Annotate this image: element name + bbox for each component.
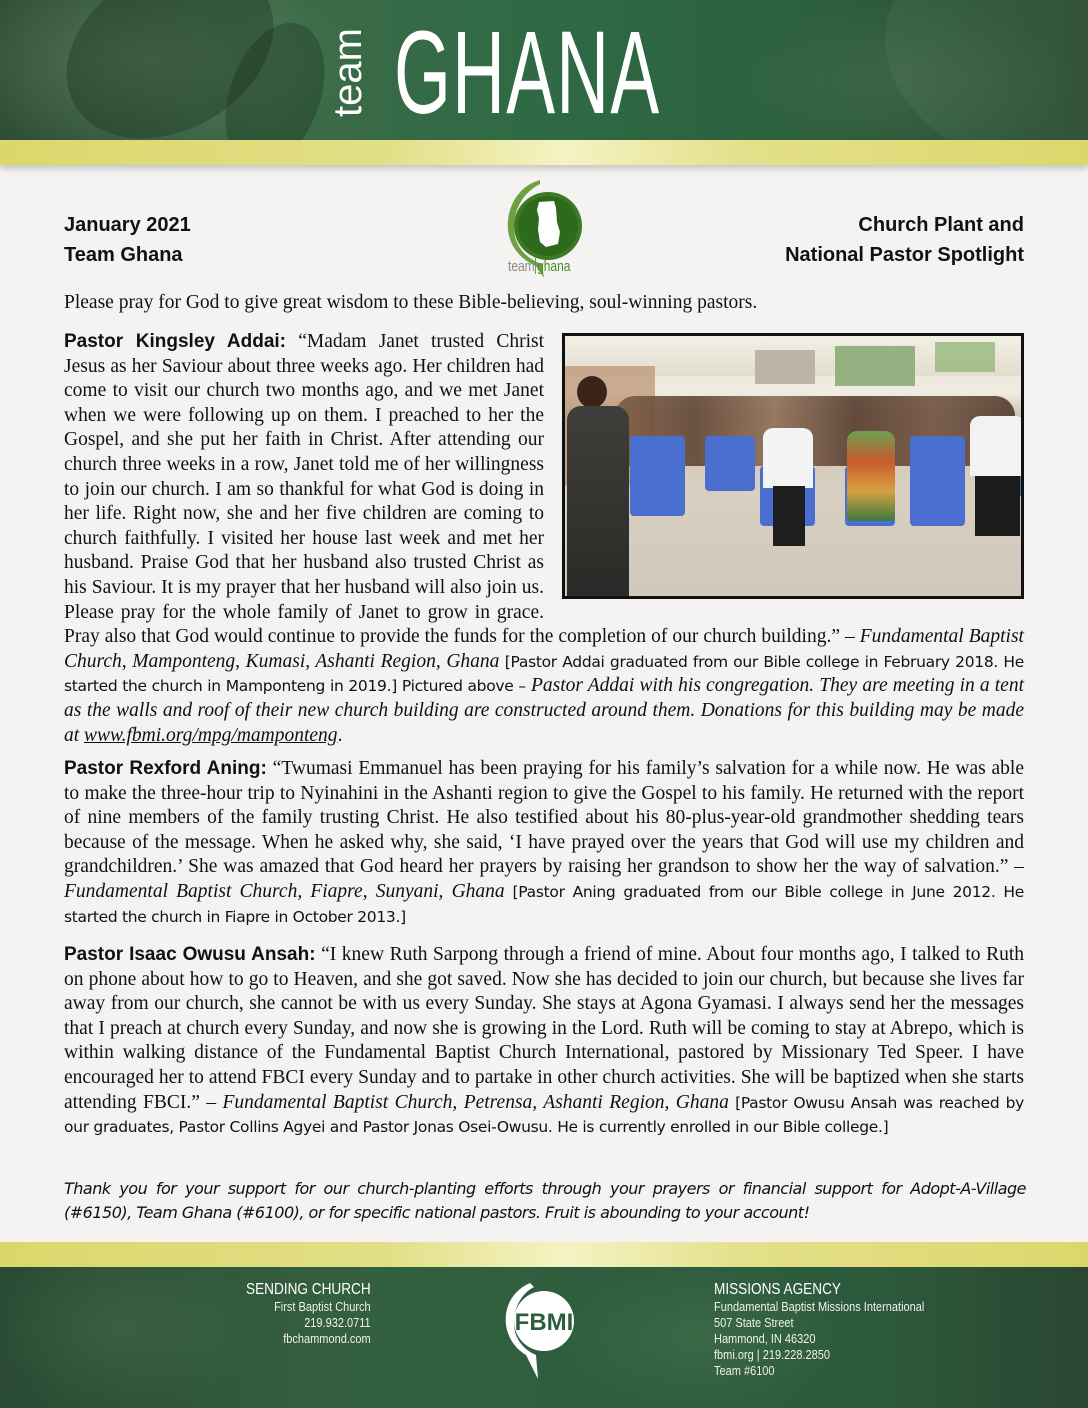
preacher-head [577, 376, 607, 408]
intro-text: Please pray for God to give great wisdom to these Bible-believing, soul-winning pastors. [64, 292, 758, 313]
pastor-note: [Pastor Aning graduated from our Bible college in June 2012. He started the church in Fiapre in October 2013.] [64, 882, 1024, 926]
blue-chair [630, 436, 685, 516]
agency-contact: fbmi.org | 219.228.2850 [714, 1348, 830, 1362]
newsletter-date: January 2021 [64, 214, 191, 236]
pastor-name: Pastor Kingsley Addai: [64, 331, 287, 352]
header-banner [0, 0, 1088, 140]
agency-name: Fundamental Baptist Missions International [714, 1300, 925, 1314]
pastor-spotlight [64, 330, 1024, 748]
missions-agency-block [714, 1281, 953, 1379]
blue-chair [910, 436, 965, 526]
man-white-polo [970, 416, 1024, 476]
pastor-name: Pastor Isaac Owusu Ansah: [64, 944, 316, 965]
fbmi-logo-text: FBMI [514, 1309, 574, 1336]
preacher-suit [567, 406, 629, 596]
pastor-spotlight [64, 757, 1024, 929]
church-name: Fundamental Baptist Church, Fiapre, Sunyani, Ghana [64, 880, 505, 902]
church-name: Fundamental Baptist Church, Petrensa, Ashanti Region, Ghana [222, 1091, 729, 1113]
logo-caption [508, 258, 570, 275]
pastor-note: [Pastor Owusu Ansah was reached by our graduates, Pastor Collins Agyei and Pastor Jonas Osei-Owusu. He is currently enrolled in our Bible college.] [64, 1093, 1024, 1137]
blue-chair [705, 436, 755, 491]
building [755, 350, 815, 384]
agency-street: 507 State Street [714, 1316, 794, 1330]
trees [935, 342, 995, 372]
missions-agency-title: MISSIONS AGENCY [714, 1281, 841, 1298]
sending-church-name: First Baptist Church [274, 1300, 371, 1314]
man-dark-trousers [975, 476, 1020, 536]
donation-link[interactable]: www.fbmi.org/mpg/mamponteng [84, 724, 338, 746]
pastor-quote: “Madam Janet trusted Christ Jesus as her Saviour about three weeks ago. Her children had come to visit our church two months ago, and we met Janet when we were following up on them. I preached to her the Gospel, and she put her faith in Christ. After attending our church three weeks in a row, Janet told me of her willingness to join our church. I am so thankful for what God is doing in her life. Right now, she and her five children are coming to church faithfully. I visited her house last week and met her husband. Praise God that her husband also trusted Christ as his Saviour. It is my prayer that her husband will also join us. Please pray for the whole family of Janet to grow in grace. Pray also that God would continue to provide the funds for the completion of our church building.” – [64, 331, 860, 648]
pastor-quote: “Twumasi Emmanuel has been praying for his family’s salvation for a while now. He was able to make the three-hour trip to Nyinahini in the Ashanti region to give the Gospel to his family. He returned with the report of nine members of the family trusting Christ. He also testified about his 80-plus-year-old grandmother shedding tears because of the message. When he asked why, she said, ‘I have prayed over the years that God will use my children and grandchildren.’ She was amazed that God heard her prayers by raising her grandson to show her the way of salvation.” – [64, 758, 1024, 878]
agency-team-number: Team #6100 [714, 1364, 775, 1378]
man-white-shirt [763, 428, 813, 488]
thank-you-note: Thank you for your support for our church-planting efforts through your prayers or financial support for Adopt-A-Village (#6150), Team Ghana (#6100), or for specific national pastors. Fruit is abounding to your account! [64, 1179, 1026, 1222]
woman-patterned-dress [847, 431, 895, 521]
congregation-photo [562, 333, 1024, 599]
trees [835, 346, 915, 386]
footer [0, 1267, 1088, 1408]
leaf-decoration [850, 0, 1088, 140]
accent-band-bottom [0, 1242, 1088, 1267]
newsletter-title-line2: National Pastor Spotlight [785, 244, 1024, 266]
photo-caption: Pastor Addai with his congregation. They are meeting in a tent as the walls and roof of their new church building are constructed around them. Donations for this building may be made at [64, 675, 1024, 746]
sending-church-block [224, 1281, 371, 1347]
newsletter-title-line1: Church Plant and [858, 214, 1024, 236]
newsletter-team: Team Ghana [64, 244, 183, 266]
man-trousers [773, 486, 805, 546]
pastor-name: Pastor Rexford Aning: [64, 758, 267, 779]
sending-church-phone: 219.932.0711 [304, 1316, 371, 1330]
pastor-spotlight [64, 943, 1024, 1140]
pastor-note: [Pastor Addai graduated from our Bible college in February 2018. He started the church in Mamponteng in 2019.] Pictured above – [64, 652, 1024, 696]
newsletter-title [785, 210, 1024, 270]
caption-end: . [337, 724, 343, 746]
pastor-quote: “I knew Ruth Sarpong through a friend of mine. About four months ago, I talked to Ruth on phone about how to go to Heaven, and she got saved. Now she has decided to join our church, but because she lives far away from our church, she cannot be with us every Sunday. She stays at Agona Gyamasi. I always send her the messages that I preach at church every Sunday, and now she is growing in the Lord. Ruth will be coming to stay at Abrepo, which is within walking distance of the Fundamental Baptist Church International, pastored by Missionary Ted Speer. I have encouraged her to attend FBCI every Sunday and to partake in other church activities. She will be baptized when she starts attending FBCI.” – [64, 944, 1024, 1113]
brand-small-text: team [326, 28, 370, 117]
sending-church-title: SENDING CHURCH [246, 1281, 371, 1298]
logo-caption-team: team [508, 258, 535, 275]
sending-church-website: fbchammond.com [283, 1332, 371, 1346]
newsletter-meta [64, 210, 191, 270]
brand-large-text: GHANA [394, 7, 661, 139]
agency-city: Hammond, IN 46320 [714, 1332, 816, 1346]
fbmi-logo [500, 1277, 580, 1387]
church-name: Fundamental Baptist Church, Mamponteng, Kumasi, Ashanti Region, Ghana [64, 626, 1024, 672]
accent-band-top [0, 140, 1088, 165]
logo-caption-ghana: ghana [537, 258, 571, 275]
